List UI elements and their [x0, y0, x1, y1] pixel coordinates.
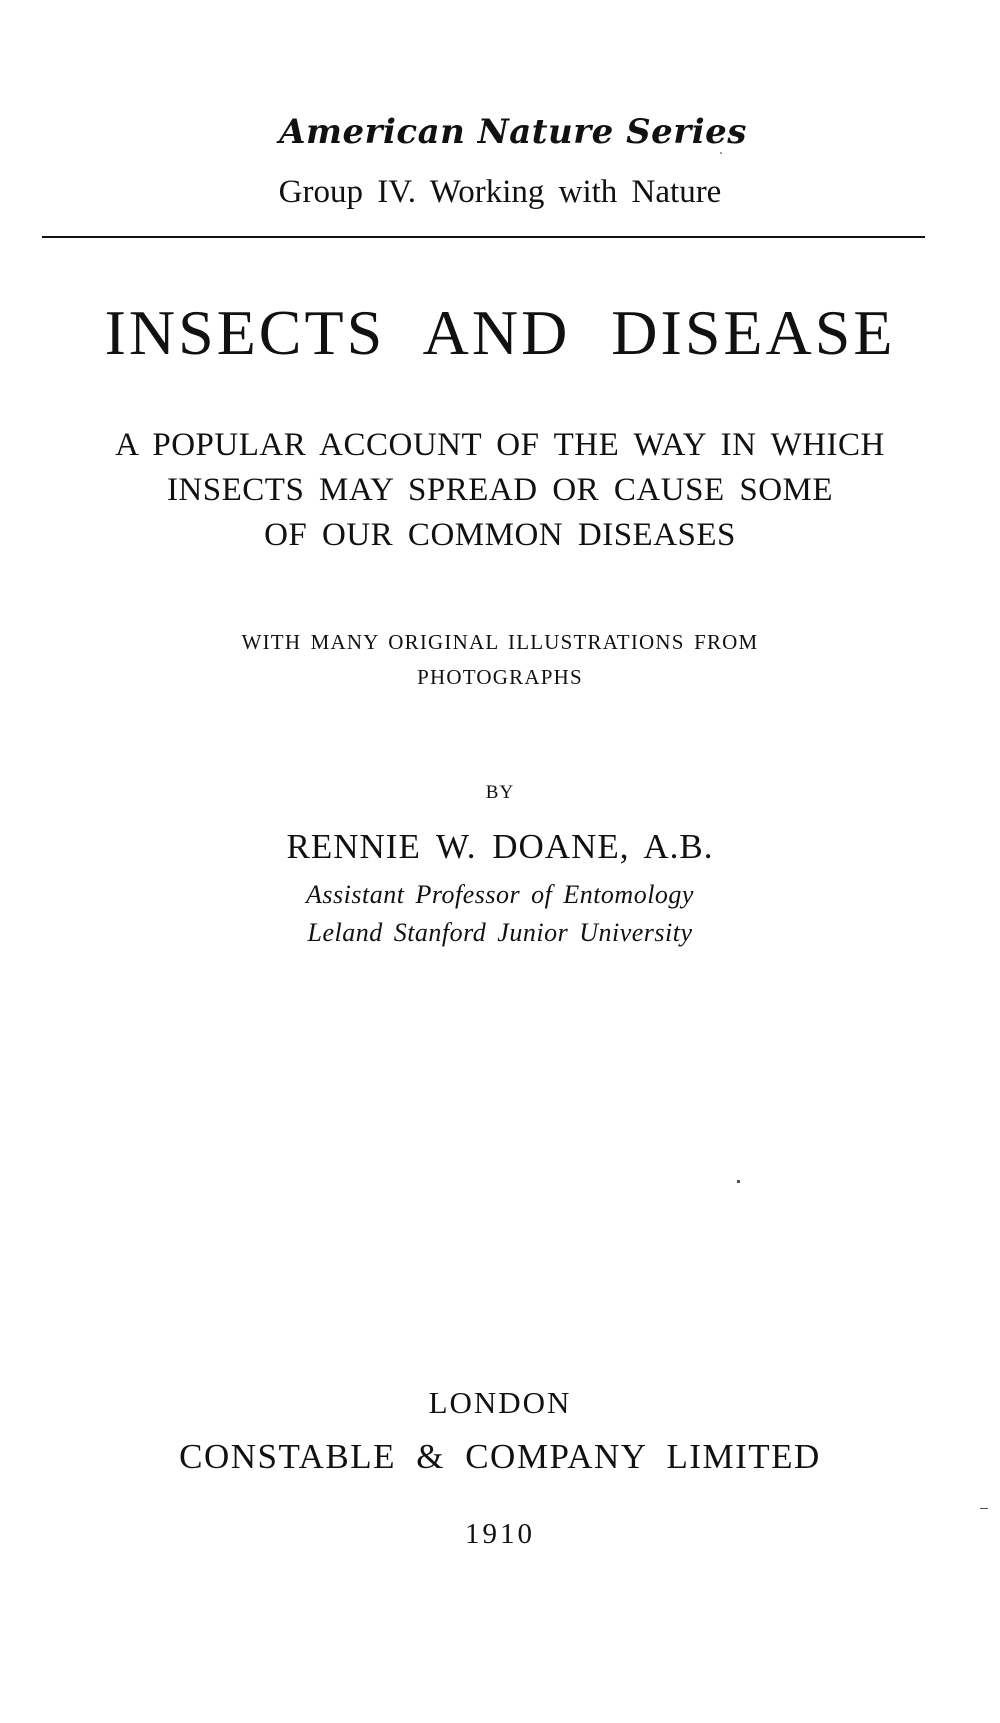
subtitle-line: INSECTS MAY SPREAD OR CAUSE SOME: [166, 472, 834, 508]
book-title: INSECTS AND DISEASE: [104, 297, 896, 368]
print-speck: [980, 1508, 988, 1509]
author-affiliation: Assistant Professor of Entomology: [306, 880, 694, 909]
subtitle-line: A POPULAR ACCOUNT OF THE WAY IN WHICH: [115, 427, 885, 463]
by-label: BY: [485, 782, 515, 803]
publication-year: 1910: [465, 1518, 535, 1550]
subtitle-line: OF OUR COMMON DISEASES: [264, 517, 736, 553]
series-name: American Nature Series: [279, 112, 747, 152]
illustrations-note: PHOTOGRAPHS: [417, 665, 583, 689]
illustrations-note: WITH MANY ORIGINAL ILLUSTRATIONS FROM: [241, 630, 759, 654]
print-speck: [720, 152, 722, 154]
series-group: Group IV. Working with Nature: [278, 174, 722, 210]
publisher-city: LONDON: [428, 1385, 572, 1420]
author-name: RENNIE W. DOANE, A.B.: [286, 827, 714, 866]
print-speck: [737, 1180, 740, 1183]
publisher-name: CONSTABLE & COMPANY LIMITED: [179, 1437, 821, 1476]
divider-rule: [42, 236, 925, 238]
author-affiliation: Leland Stanford Junior University: [307, 918, 693, 947]
